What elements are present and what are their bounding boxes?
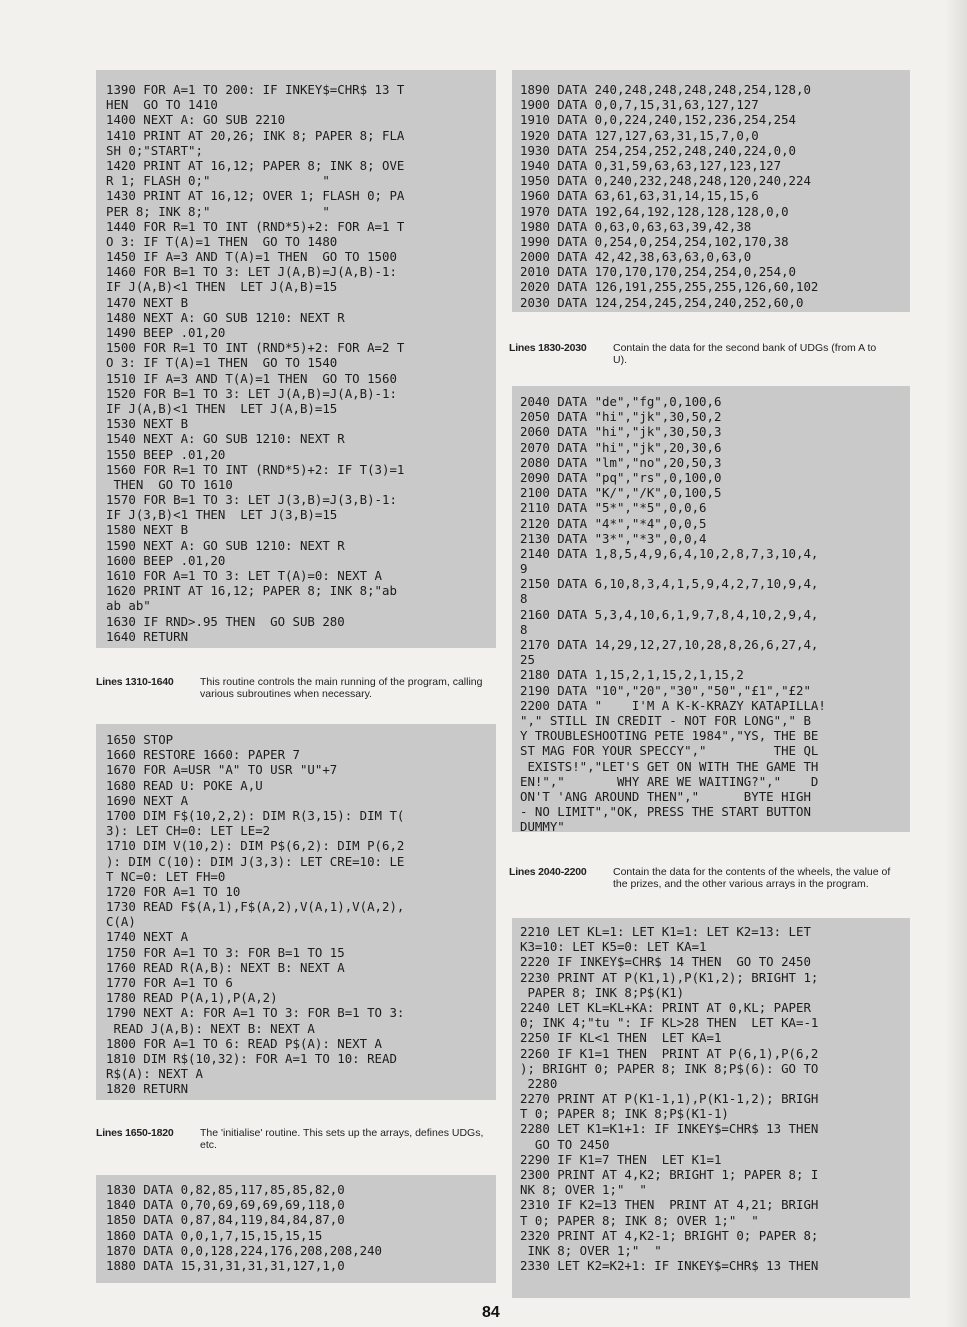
code-line: PAPER 8; INK 8;P$(K1) <box>520 984 685 1000</box>
code-line: PER 8; INK 8;" " <box>106 203 330 219</box>
code-line: 1830 DATA 0,82,85,117,85,85,82,0 <box>106 1182 345 1197</box>
caption-text: This routine controls the main running of the program, calling various subroutines when necessary. <box>200 676 483 700</box>
code-line: 1770 FOR A=1 TO 6 <box>106 975 233 990</box>
code-line: 1950 DATA 0,240,232,248,248,120,240,224 <box>520 173 811 189</box>
code-line: 2320 PRINT AT 4,K2-1; BRIGHT 0; PAPER 8; <box>520 1227 819 1243</box>
code-line: 1940 DATA 0,31,59,63,63,127,123,127 <box>520 157 782 173</box>
code-line: 1750 FOR A=1 TO 3: FOR B=1 TO 15 <box>106 944 345 960</box>
code-line: 2120 DATA "4*","*4",0,0,5 <box>520 515 707 531</box>
code-line: R$(A): NEXT A <box>106 1066 203 1082</box>
code-line: EN!"," WHY ARE WE WAITING?"," D <box>520 773 819 789</box>
code-line: 1530 NEXT B <box>106 416 189 432</box>
caption-lines-1650-1820 <box>96 1127 496 1157</box>
code-line: 2270 PRINT AT P(K1-1,1),P(K1-1,2); BRIGH <box>520 1091 819 1107</box>
code-line: 1640 RETURN <box>106 628 189 644</box>
code-line: ); BRIGHT 0; PAPER 8; INK 8;P$(6): GO TO <box>520 1060 819 1076</box>
code-line: 2090 DATA "pq","rs",0,100,0 <box>520 469 722 485</box>
caption-label: Lines 1830-2030 <box>509 342 587 354</box>
code-line: HEN GO TO 1410 <box>106 97 218 113</box>
code-line: ON'T 'ANG AROUND THEN"," BYTE HIGH <box>520 788 811 804</box>
code-line: 1790 NEXT A: FOR A=1 TO 3: FOR B=1 TO 3: <box>106 1005 405 1021</box>
code-line: O 3: IF T(A)=1 THEN GO TO 1540 <box>106 355 338 371</box>
code-line: R 1; FLASH 0;" " <box>106 173 330 189</box>
caption-label: Lines 1310-1640 <box>96 676 174 688</box>
code-line: 1760 READ R(A,B): NEXT B: NEXT A <box>106 959 345 975</box>
code-line: K3=10: LET K5=0: LET KA=1 <box>520 939 707 955</box>
code-line: C(A) <box>106 914 136 930</box>
code-line: 25 <box>520 652 535 668</box>
code-line: 2000 DATA 42,42,38,63,63,0,63,0 <box>520 249 752 265</box>
code-line: 1650 STOP <box>106 732 174 747</box>
code-line: 2300 PRINT AT 4,K2; BRIGHT 1; PAPER 8; I <box>520 1167 819 1182</box>
code-line: 2310 IF K2=13 THEN PRINT AT 4,21; BRIGH <box>520 1197 819 1213</box>
code-line: 1680 READ U: POKE A,U <box>106 777 263 793</box>
code-line: 2040 DATA "de","fg",0,100,6 <box>520 394 722 409</box>
listing-block-1830 <box>96 1175 496 1283</box>
code-line: 1600 BEEP .01,20 <box>106 552 226 568</box>
code-line: 2020 DATA 126,191,255,255,255,126,60,102 <box>520 279 819 295</box>
code-line: 2200 DATA " I'M A K-K-KRAZY KATAPILLA! <box>520 697 826 713</box>
code-line: 1930 DATA 254,254,252,248,240,224,0,0 <box>520 142 797 158</box>
code-line: 1550 BEEP .01,20 <box>106 446 226 462</box>
code-line: 1850 DATA 0,87,84,119,84,84,87,0 <box>106 1212 345 1228</box>
code-line: 2110 DATA "5*","*5",0,0,6 <box>520 500 707 516</box>
code-line: 1630 IF RND>.95 THEN GO SUB 280 <box>106 613 345 629</box>
code-line: 1520 FOR B=1 TO 3: LET J(A,B)=J(A,B)-1: <box>106 385 397 401</box>
code-line: 2250 IF KL<1 THEN LET KA=1 <box>520 1030 722 1046</box>
code-line: 2150 DATA 6,10,8,3,4,1,5,9,4,2,7,10,9,4, <box>520 576 819 592</box>
caption-lines-2040-2200 <box>509 866 909 896</box>
code-line: 2230 PRINT AT P(K1,1),P(K1,2); BRIGHT 1; <box>520 969 819 985</box>
code-line: 0; INK 4;"tu ": IF KL>28 THEN LET KA=-1 <box>520 1015 819 1031</box>
code-line: EXISTS!","LET'S GET ON WITH THE GAME TH <box>520 758 819 774</box>
code-line: 1920 DATA 127,127,63,31,15,7,0,0 <box>520 127 759 143</box>
code-line: 1970 DATA 192,64,192,128,128,128,0,0 <box>520 203 789 219</box>
code-line: IF J(A,B)<1 THEN LET J(A,B)=15 <box>106 279 338 295</box>
code-line: 1910 DATA 0,0,224,240,152,236,254,254 <box>520 112 797 128</box>
code-line: 1480 NEXT A: GO SUB 1210: NEXT R <box>106 309 345 325</box>
code-line: 1510 IF A=3 AND T(A)=1 THEN GO TO 1560 <box>106 370 397 386</box>
code-line: T 0; PAPER 8; INK 8; OVER 1;" " <box>520 1212 759 1228</box>
code-line: 2010 DATA 170,170,170,254,254,0,254,0 <box>520 264 797 280</box>
code-line: 2100 DATA "K/","/K",0,100,5 <box>520 485 722 501</box>
listing-block-2210 <box>512 918 910 1298</box>
code-line: 1610 FOR A=1 TO 3: LET T(A)=0: NEXT A <box>106 568 383 583</box>
code-line: 1870 DATA 0,0,128,224,176,208,208,240 <box>106 1242 383 1258</box>
code-line: 1620 PRINT AT 16,12; PAPER 8; INK 8;"ab <box>106 583 397 599</box>
code-line: - NO LIMIT","OK, PRESS THE START BUTTON <box>520 804 811 820</box>
code-line: 1900 DATA 0,0,7,15,31,63,127,127 <box>520 97 759 113</box>
code-line: 2170 DATA 14,29,12,27,10,28,8,26,6,27,4, <box>520 637 819 652</box>
code-line: GO TO 2450 <box>520 1136 610 1152</box>
caption-text: The 'initialise' routine. This sets up the arrays, defines UDGs, etc. <box>200 1127 484 1151</box>
code-line: "," STILL IN CREDIT - NOT FOR LONG"," B <box>520 712 811 728</box>
code-line: 1990 DATA 0,254,0,254,254,102,170,38 <box>520 233 789 249</box>
code-line: 1690 NEXT A <box>106 792 189 808</box>
code-line: 1860 DATA 0,0,1,7,15,15,15,15 <box>106 1227 323 1243</box>
code-line: 1660 RESTORE 1660: PAPER 7 <box>106 747 300 763</box>
code-line: SH 0;"START"; <box>106 142 203 158</box>
code-line: 2030 DATA 124,254,245,254,240,252,60,0 <box>520 294 804 310</box>
code-line: NK 8; OVER 1;" " <box>520 1182 647 1198</box>
code-line: 1880 DATA 15,31,31,31,31,127,1,0 <box>106 1257 345 1273</box>
code-line: 3): LET CH=0: LET LE=2 <box>106 823 271 839</box>
code-line: 1450 IF A=3 AND T(A)=1 THEN GO TO 1500 <box>106 249 397 265</box>
code-line: 1430 PRINT AT 16,12; OVER 1; FLASH 0; PA <box>106 188 405 204</box>
code-line: 1390 FOR A=1 TO 200: IF INKEY$=CHR$ 13 T <box>106 82 405 97</box>
code-line: READ J(A,B): NEXT B: NEXT A <box>106 1020 315 1036</box>
code-line: 1670 FOR A=USR "A" TO USR "U"+7 <box>106 762 338 778</box>
code-line: 2290 IF K1=7 THEN LET K1=1 <box>520 1151 722 1167</box>
code-line: 2180 DATA 1,15,2,1,15,2,1,15,2 <box>520 667 744 683</box>
code-line: 1820 RETURN <box>106 1081 189 1097</box>
code-line: INK 8; OVER 1;" " <box>520 1242 662 1258</box>
code-line: 1710 DIM V(10,2): DIM P$(6,2): DIM P(6,2 <box>106 838 405 854</box>
code-line: 2160 DATA 5,3,4,10,6,1,9,7,8,4,10,2,9,4, <box>520 606 819 622</box>
code-line: 1700 DIM F$(10,2,2): DIM R(3,15): DIM T( <box>106 807 405 823</box>
code-line: 2240 LET KL=KL+KA: PRINT AT 0,KL; PAPER <box>520 999 811 1015</box>
code-line: 1730 READ F$(A,1),F$(A,2),V(A,1),V(A,2), <box>106 899 405 915</box>
code-line: 1440 FOR R=1 TO INT (RND*5)+2: FOR A=1 T <box>106 218 405 234</box>
code-line: IF J(A,B)<1 THEN LET J(A,B)=15 <box>106 400 338 416</box>
code-line: 1980 DATA 0,63,0,63,63,39,42,38 <box>520 218 752 234</box>
code-line: 1840 DATA 0,70,69,69,69,69,118,0 <box>106 1197 345 1213</box>
code-line: 2130 DATA "3*","*3",0,0,4 <box>520 530 707 546</box>
code-line: 1800 FOR A=1 TO 6: READ P$(A): NEXT A <box>106 1035 383 1051</box>
listing-block-1650 <box>96 724 496 1100</box>
code-line: 1540 NEXT A: GO SUB 1210: NEXT R <box>106 431 345 447</box>
listing-block-1890 <box>512 70 910 312</box>
page-number: 84 <box>482 1304 500 1321</box>
code-line: O 3: IF T(A)=1 THEN GO TO 1480 <box>106 233 338 249</box>
code-line: 2060 DATA "hi","jk",30,50,3 <box>520 424 722 440</box>
code-line: 2070 DATA "hi","jk",20,30,6 <box>520 439 722 455</box>
code-line: 2190 DATA "10","20","30","50","£1","£2" <box>520 682 811 698</box>
code-line: 1410 PRINT AT 20,26; INK 8; PAPER 8; FLA <box>106 127 405 143</box>
caption-text: Contain the data for the second bank of UDGs (from A to U). <box>613 342 877 366</box>
code-line: 1560 FOR R=1 TO INT (RND*5)+2: IF T(3)=1 <box>106 461 405 477</box>
code-line: 1890 DATA 240,248,248,248,248,254,128,0 <box>520 82 811 97</box>
code-line: T 0; PAPER 8; INK 8;P$(K1-1) <box>520 1106 729 1122</box>
code-line: 1490 BEEP .01,20 <box>106 325 226 340</box>
code-line: 1590 NEXT A: GO SUB 1210: NEXT R <box>106 537 345 553</box>
code-line: 2260 IF K1=1 THEN PRINT AT P(6,1),P(6,2 <box>520 1045 819 1061</box>
code-line: THEN GO TO 1610 <box>106 476 233 492</box>
listing-block-1390 <box>96 70 496 648</box>
code-line: 1580 NEXT B <box>106 522 189 538</box>
code-line: 1470 NEXT B <box>106 294 189 310</box>
code-line: 1420 PRINT AT 16,12; PAPER 8; INK 8; OVE <box>106 157 405 173</box>
caption-label: Lines 1650-1820 <box>96 1127 174 1139</box>
code-line: 8 <box>520 621 528 637</box>
code-line: 1570 FOR B=1 TO 3: LET J(3,B)=J(3,B)-1: <box>106 492 397 508</box>
code-line: 1460 FOR B=1 TO 3: LET J(A,B)=J(A,B)-1: <box>106 264 397 280</box>
code-line: 1720 FOR A=1 TO 10 <box>106 883 241 899</box>
code-line: 1500 FOR R=1 TO INT (RND*5)+2: FOR A=2 T <box>106 340 405 356</box>
caption-lines-1830-2030 <box>509 342 909 372</box>
code-line: 2330 LET K2=K2+1: IF INKEY$=CHR$ 13 THEN <box>520 1258 819 1274</box>
code-line: 1740 NEXT A <box>106 929 189 945</box>
code-line: Y TROUBLESHOOTING PETE 1984","YS, THE BE <box>520 728 819 744</box>
code-line: 1400 NEXT A: GO SUB 2210 <box>106 112 286 128</box>
code-line: 1960 DATA 63,61,63,31,14,15,15,6 <box>520 188 759 204</box>
code-line: T NC=0: LET FH=0 <box>106 868 226 884</box>
code-line: 8 <box>520 591 528 607</box>
caption-lines-1310-1640 <box>96 676 496 706</box>
code-line: 2140 DATA 1,8,5,4,9,6,4,10,2,8,7,3,10,4, <box>520 545 819 561</box>
code-line: 9 <box>520 561 528 577</box>
code-line: 2220 IF INKEY$=CHR$ 14 THEN GO TO 2450 <box>520 954 811 970</box>
code-line: DUMMY" <box>520 819 565 832</box>
code-line: 2080 DATA "lm","no",20,50,3 <box>520 454 722 470</box>
code-line: ST MAG FOR YOUR SPECCY"," THE QL <box>520 743 819 759</box>
code-line: 1780 READ P(A,1),P(A,2) <box>106 990 278 1006</box>
code-line: 2280 LET K1=K1+1: IF INKEY$=CHR$ 13 THEN <box>520 1121 819 1137</box>
listing-block-2040 <box>512 386 910 832</box>
code-line: 2210 LET KL=1: LET K1=1: LET K2=13: LET <box>520 924 811 939</box>
code-line: 2050 DATA "hi","jk",30,50,2 <box>520 409 722 425</box>
page-edge-shadow <box>945 0 967 1327</box>
code-line: ab ab" <box>106 598 151 614</box>
code-line: ): DIM C(10): DIM J(3,3): LET CRE=10: LE <box>106 853 405 869</box>
caption-text: Contain the data for the contents of the wheels, the value of the prizes, and the other various arrays in the program. <box>613 866 891 890</box>
code-line: 1810 DIM R$(10,32): FOR A=1 TO 10: READ <box>106 1050 397 1066</box>
code-line: 2280 <box>520 1075 558 1091</box>
caption-label: Lines 2040-2200 <box>509 866 587 878</box>
code-line: IF J(3,B)<1 THEN LET J(3,B)=15 <box>106 507 338 523</box>
